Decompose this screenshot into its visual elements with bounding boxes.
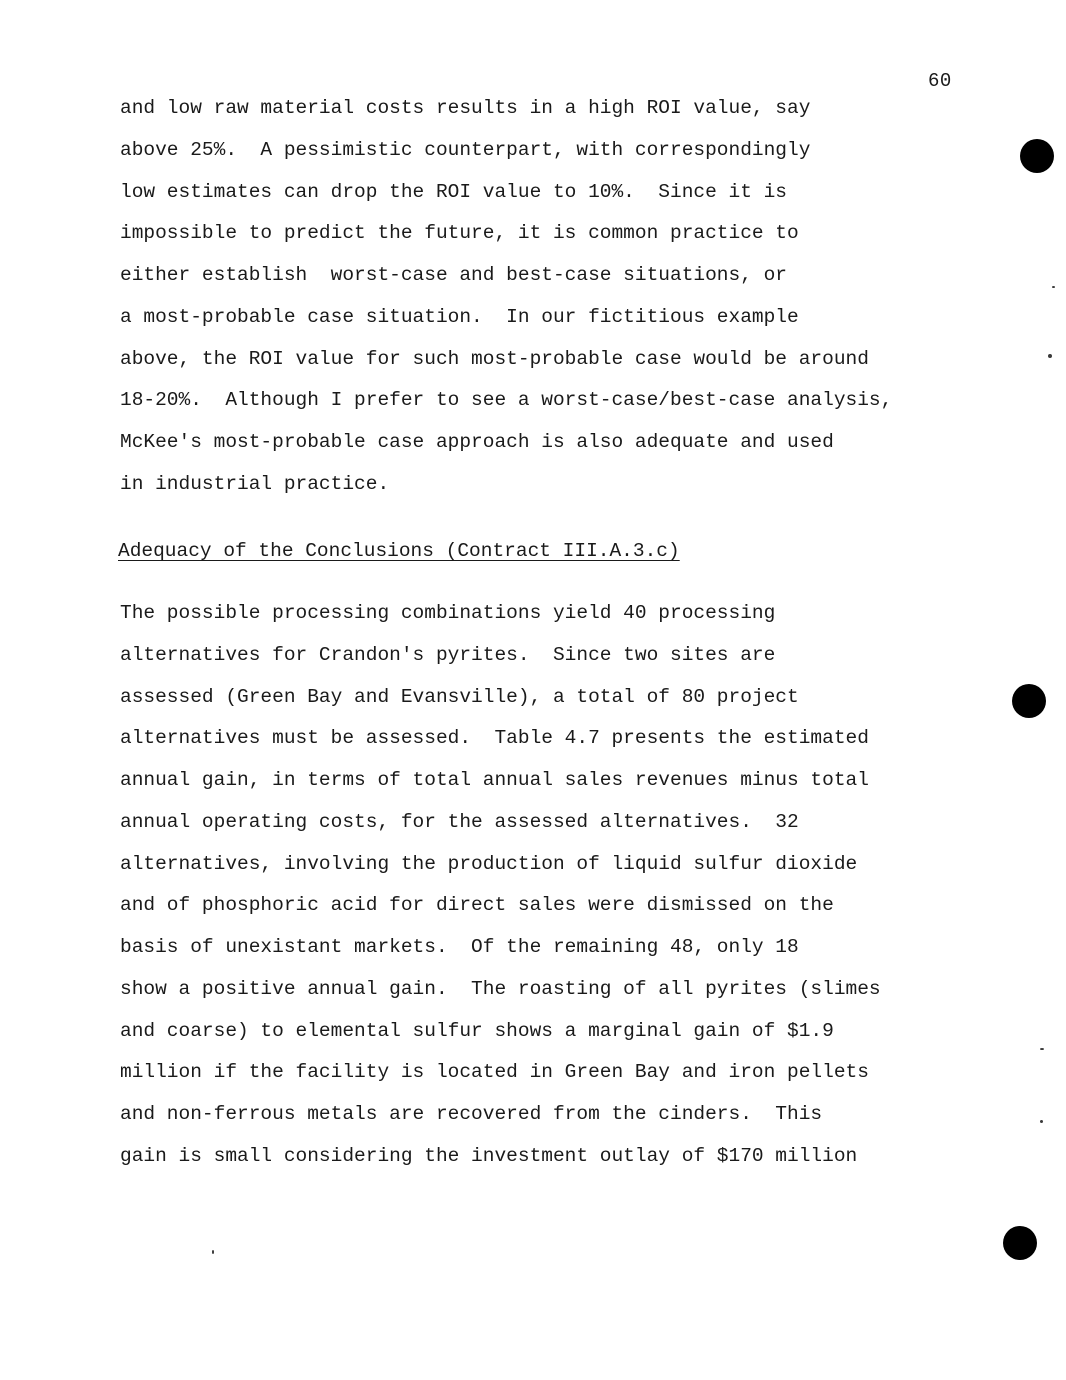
text-line: and of phosphoric acid for direct sales were dismissed on the [120,894,834,917]
binder-hole-icon [1003,1226,1037,1260]
scan-speck [1052,286,1055,288]
text-line: alternatives, involving the production of liquid sulfur dioxide [120,852,858,875]
scan-speck [1040,1120,1043,1123]
text-line: and coarse) to elemental sulfur shows a marginal gain of $1.9 [120,1019,834,1042]
text-line: McKee's most-probable case approach is also adequate and used [120,431,834,453]
paragraph-conclusions [120,593,980,1178]
text-line: 18-20%. Although I prefer to see a worst-case/best-case analysis, [120,389,893,412]
text-line: above 25%. A pessimistic counterpart, with correspondingly [120,138,811,161]
binder-hole-icon [1020,139,1054,173]
text-line: and low raw material costs results in a high ROI value, say [120,97,811,119]
scan-speck [1048,354,1052,358]
binder-hole-icon [1012,684,1046,718]
text-line: The possible processing combinations yield 40 processing [120,602,776,624]
section-heading: Adequacy of the Conclusions (Contract III.A.3.c) [118,540,680,562]
text-line: assessed (Green Bay and Evansville), a total of 80 project [120,685,799,708]
text-line: a most-probable case situation. In our fictitious example [120,305,799,328]
scan-speck [212,1250,214,1254]
text-line: alternatives must be assessed. Table 4.7 presents the estimated [120,727,869,750]
text-line: in industrial practice. [120,472,390,495]
paragraph-roi-discussion [120,88,980,506]
text-line: gain is small considering the investment outlay of $170 million [120,1144,858,1167]
text-line: annual operating costs, for the assessed alternatives. 32 [120,810,799,833]
text-line: and non-ferrous metals are recovered from the cinders. This [120,1103,823,1125]
text-line: impossible to predict the future, it is common practice to [120,222,799,245]
text-line: low estimates can drop the ROI value to 10%. Since it is [120,180,788,203]
text-line: either establish worst-case and best-case situations, or [120,264,788,286]
text-line: show a positive annual gain. The roasting of all pyrites (slimes [120,977,881,1000]
scan-speck [1040,1048,1044,1050]
text-line: annual gain, in terms of total annual sales revenues minus total [120,769,869,791]
text-line: million if the facility is located in Green Bay and iron pellets [120,1061,869,1084]
text-line: alternatives for Crandon's pyrites. Since two sites are [120,643,776,666]
page-number: 60 [928,70,952,92]
text-line: above, the ROI value for such most-probable case would be around [120,347,869,370]
text-line: basis of unexistant markets. Of the remaining 48, only 18 [120,936,799,958]
